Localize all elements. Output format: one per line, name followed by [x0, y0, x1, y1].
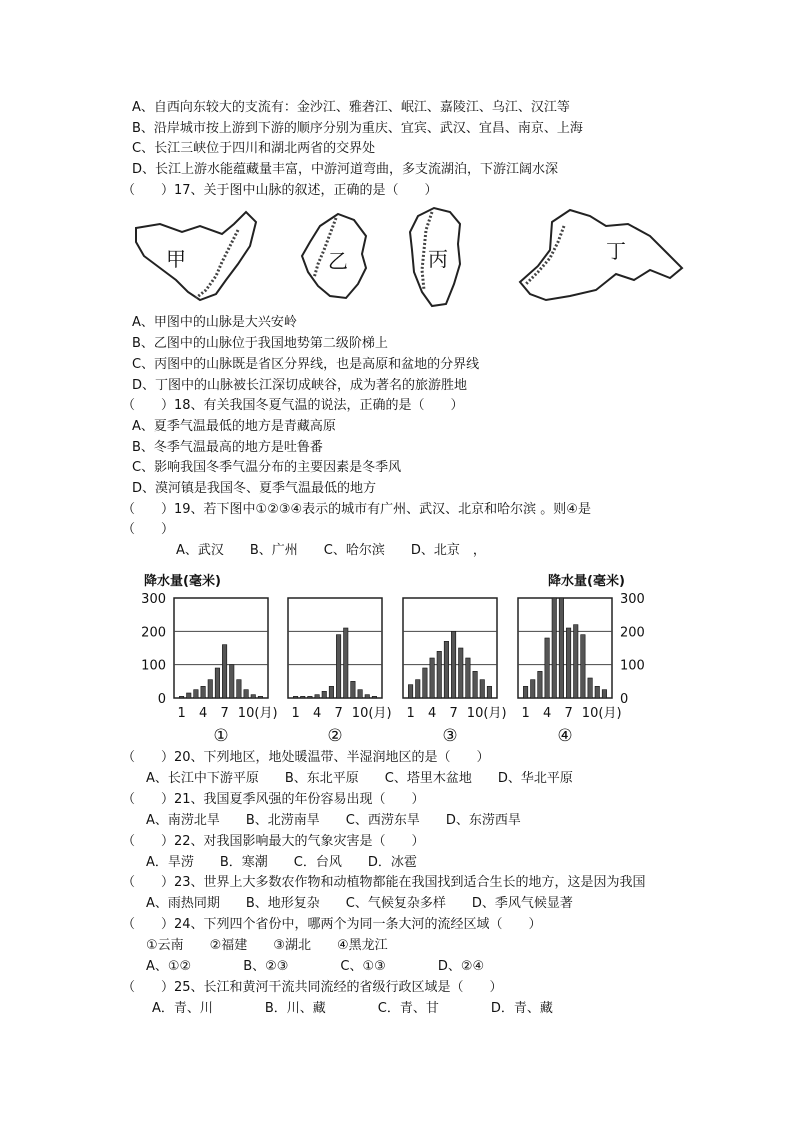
precip-bar — [552, 598, 556, 698]
x-tick-label: 1 — [406, 706, 415, 721]
y-tick-label-right: 200 — [620, 625, 645, 641]
precip-bar — [344, 628, 348, 698]
precip-bar — [301, 696, 305, 698]
panel-label: ② — [327, 726, 343, 745]
q16-option-d: D、长江上游水能蕴藏量丰富，中游河道弯曲，多支流湖泊，下游江阔水深 — [132, 162, 559, 177]
precip-bar — [222, 645, 226, 698]
q16-option-c: C、长江三峡位于四川和湖北两省的交界处 — [132, 141, 376, 156]
x-axis-unit: (月) — [254, 706, 278, 721]
precip-bar — [473, 671, 477, 698]
q19-options: A、武汉 B、广州 C、哈尔滨 D、北京 ， — [176, 543, 486, 558]
x-tick-label: 7 — [449, 706, 458, 721]
precip-bar — [244, 690, 248, 698]
x-tick-label: 1 — [177, 706, 186, 721]
q17-stem: （ ）17、关于图中山脉的叙述，正确的是（ ） — [122, 183, 438, 198]
y-tick-label-right: 100 — [620, 658, 645, 674]
x-axis-unit: (月) — [483, 706, 507, 721]
precip-bar — [194, 690, 198, 698]
q22-stem: （ ）22、对我国影响最大的气象灾害是（ ） — [122, 834, 425, 849]
q23-stem: （ ）23、世界上大多数农作物和动植物都能在我国找到适合生长的地方，这是因为我国 — [122, 875, 646, 890]
q25-options: A．青、川 B．川、藏 C．青、甘 D．青、藏 — [152, 1001, 553, 1016]
q17-option-d: D、丁图中的山脉被长江深切成峡谷，成为著名的旅游胜地 — [132, 378, 468, 393]
precip-bar — [430, 658, 434, 698]
q25-stem: （ ）25、长江和黄河干流共同流经的省级行政区域是（ ） — [122, 980, 503, 995]
x-axis-unit: (月) — [598, 706, 622, 721]
precipitation-chart-svg — [136, 565, 646, 745]
precip-bar — [408, 685, 412, 698]
precip-bar — [581, 635, 585, 698]
q20-options: A、长江中下游平原 B、东北平原 C、塔里木盆地 D、华北平原 — [146, 771, 573, 786]
precip-bar — [466, 658, 470, 698]
precipitation-charts — [136, 565, 646, 745]
map-label-jia: 甲 — [166, 247, 186, 271]
map-label-ding: 丁 — [606, 239, 626, 263]
precip-bar — [237, 680, 241, 698]
precip-bar — [523, 686, 527, 698]
q20-stem: （ ）20、下列地区，地处暖温带、半湿润地区的是（ ） — [122, 750, 490, 765]
q18-option-c: C、影响我国冬季气温分布的主要因素是冬季风 — [132, 460, 402, 475]
q17-option-c: C、丙图中的山脉既是省区分界线，也是高原和盆地的分界线 — [132, 357, 480, 372]
precip-bar — [258, 696, 262, 698]
precip-bar — [351, 681, 355, 698]
precip-bar — [308, 696, 312, 698]
precip-bar — [566, 628, 570, 698]
q19-stem: （ ）19、若下图中①②③④表示的城市有广州、武汉、北京和哈尔滨 。则④是 — [122, 502, 591, 517]
x-axis-unit: (月) — [368, 706, 392, 721]
precip-bar — [602, 690, 606, 698]
precip-bar — [251, 695, 255, 698]
x-tick-label: 1 — [521, 706, 530, 721]
precip-bar — [329, 686, 333, 698]
q22-options: A．旱涝 B．寒潮 C．台风 D．冰雹 — [146, 855, 417, 870]
precip-bar — [487, 686, 491, 698]
precip-bar — [437, 651, 441, 698]
q17-option-a: A、甲图中的山脉是大兴安岭 — [132, 315, 297, 330]
x-tick-label: 10 — [581, 706, 599, 721]
q16-option-b: B、沿岸城市按上游到下游的顺序分别为重庆、宜宾、武汉、宜昌、南京、上海 — [132, 121, 583, 136]
y-tick-label-left: 200 — [141, 625, 166, 641]
precip-bar — [545, 638, 549, 698]
precip-bar — [179, 696, 183, 698]
y-tick-label-left: 300 — [141, 592, 166, 607]
map-jia — [130, 206, 270, 312]
y-tick-label-left: 0 — [157, 692, 166, 707]
y-axis-title-left: 降水量(毫米) — [144, 574, 221, 589]
x-tick-label: 10 — [237, 706, 255, 721]
precip-bar — [315, 695, 319, 698]
q18-option-a: A、夏季气温最低的地方是青藏高原 — [132, 419, 336, 434]
y-tick-label-right: 300 — [620, 592, 645, 607]
x-tick-label: 10 — [466, 706, 484, 721]
y-tick-label-right: 0 — [620, 692, 629, 707]
precip-bar — [451, 631, 455, 698]
precip-bar — [187, 693, 191, 698]
map-label-yi: 乙 — [328, 249, 348, 273]
precip-bar — [531, 680, 535, 698]
precip-bar — [574, 625, 578, 698]
precip-bar — [365, 695, 369, 698]
x-tick-label: 4 — [312, 706, 322, 721]
q19-stem-continued: （ ） — [122, 522, 175, 537]
y-axis-title-right: 降水量(毫米) — [548, 574, 625, 589]
x-tick-label: 7 — [564, 706, 573, 721]
x-tick-label: 4 — [427, 706, 437, 721]
x-tick-label: 4 — [542, 706, 552, 721]
precip-bar — [215, 668, 219, 698]
precip-bar — [293, 696, 297, 698]
q23-options: A、雨热同期 B、地形复杂 C、气候复杂多样 D、季风气候显著 — [146, 896, 573, 911]
x-tick-label: 7 — [334, 706, 343, 721]
precip-bar — [322, 691, 326, 698]
q18-option-d: D、漠河镇是我国冬、夏季气温最低的地方 — [132, 481, 377, 496]
precip-bar — [444, 641, 448, 698]
precip-bar — [336, 635, 340, 698]
x-tick-label: 4 — [198, 706, 208, 721]
precip-bar — [372, 696, 376, 698]
q24-options: A、①② B、②③ C、①③ D、②④ — [146, 959, 485, 974]
chart-panel-frame — [288, 598, 382, 698]
map-yi — [290, 206, 380, 312]
x-tick-label: 7 — [220, 706, 229, 721]
x-tick-label: 1 — [291, 706, 300, 721]
q18-stem: （ ）18、有关我国冬夏气温的说法，正确的是（ ） — [122, 398, 464, 413]
map-ding — [510, 206, 688, 312]
q17-option-b: B、乙图中的山脉位于我国地势第二级阶梯上 — [132, 336, 388, 351]
precip-bar — [358, 690, 362, 698]
map-bing — [400, 206, 480, 312]
precip-bar — [559, 598, 563, 698]
precip-bar — [201, 686, 205, 698]
precip-bar — [538, 671, 542, 698]
q24-items: ①云南 ②福建 ③湖北 ④黑龙江 — [146, 938, 388, 953]
panel-label: ③ — [442, 726, 458, 745]
panel-label: ④ — [557, 726, 573, 745]
precip-bar — [480, 680, 484, 698]
panel-label: ① — [213, 726, 229, 745]
q21-stem: （ ）21、我国夏季风强的年份容易出现（ ） — [122, 792, 425, 807]
map-label-bing: 丙 — [428, 247, 448, 271]
precip-bar — [423, 668, 427, 698]
q24-stem: （ ）24、下列四个省份中，哪两个为同一条大河的流经区域（ ） — [122, 917, 542, 932]
precip-bar — [588, 678, 592, 698]
precip-bar — [416, 680, 420, 698]
q21-options: A、南涝北旱 B、北涝南旱 C、西涝东旱 D、东涝西旱 — [146, 813, 521, 828]
x-tick-label: 10 — [351, 706, 369, 721]
mountain-maps — [130, 206, 688, 312]
q16-option-a: A、自西向东较大的支流有：金沙江、雅砻江、岷江、嘉陵江、乌江、汉江等 — [132, 100, 570, 115]
precip-bar — [459, 648, 463, 698]
precip-bar — [595, 686, 599, 698]
q18-option-b: B、冬季气温最高的地方是吐鲁番 — [132, 440, 323, 455]
chart-panel-frame — [174, 598, 268, 698]
y-tick-label-left: 100 — [141, 658, 166, 674]
precip-bar — [230, 665, 234, 698]
precip-bar — [208, 680, 212, 698]
